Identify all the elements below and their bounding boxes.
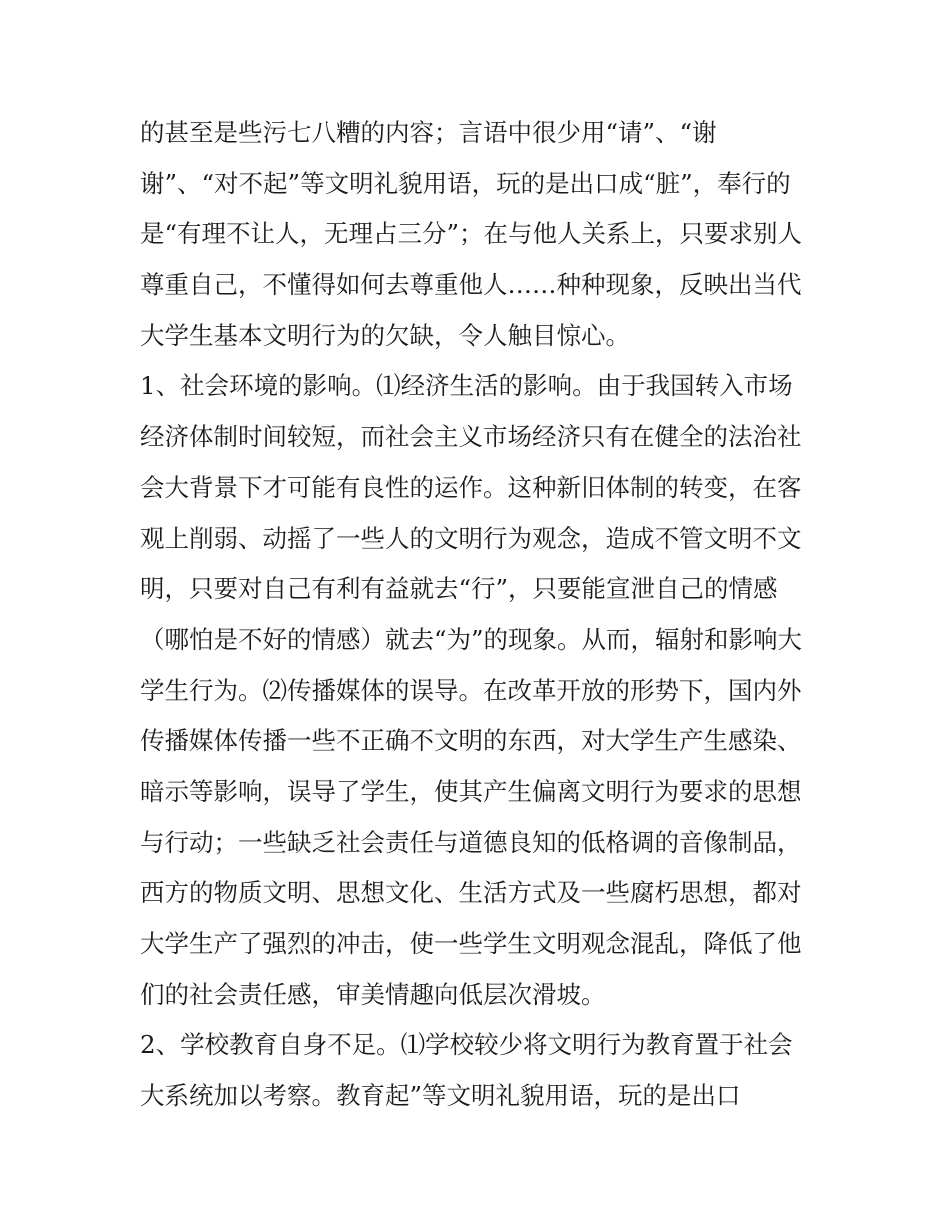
text-line: 西方的物质文明、思想文化、生活方式及一些腐朽思想，都对 [140, 878, 802, 908]
text-line: 大学生基本文明行为的欠缺，令人触目惊心。 [140, 320, 630, 350]
text-line: 们的社会责任感，审美情趣向低层次滑坡。 [140, 979, 606, 1009]
text-line: 会大背景下才可能有良性的运作。这种新旧体制的转变，在客 [140, 472, 802, 502]
text-line: 经济体制时间较短，而社会主义市场经济只有在健全的法治社 [140, 422, 802, 452]
text-line: 谢”、“对不起”等文明礼貌用语，玩的是出口成“脏”，奉行的 [140, 168, 791, 198]
text-line: 大学生产了强烈的冲击，使一些学生文明观念混乱，降低了他 [140, 929, 802, 958]
text-line: 暗示等影响，误导了学生，使其产生偏离文明行为要求的思想 [140, 776, 802, 806]
text-line: 的甚至是些污七八糟的内容；言语中很少用“请”、“谢 [140, 118, 717, 147]
text-line: 1、社会环境的影响。⑴经济生活的影响。由于我国转入市场 [140, 371, 793, 401]
text-line: 明，只要对自己有利有益就去“行”，只要能宣泄自己的情感 [140, 574, 778, 604]
text-line: 是“有理不让人，无理占三分”；在与他人关系上，只要求别人 [140, 219, 803, 249]
text-line: 大系统加以考察。教育起”等文明礼貌用语，玩的是出口 [140, 1081, 741, 1111]
body-text [140, 108, 820, 1122]
text-line: 2、学校教育自身不足。⑴学校较少将文明行为教育置于社会 [140, 1030, 793, 1060]
text-line: 学生行为。⑵传播媒体的误导。在改革开放的形势下，国内外 [140, 675, 802, 705]
text-line: 观上削弱、动摇了一些人的文明行为观念，造成不管文明不文 [140, 523, 802, 553]
text-line: 传播媒体传播一些不正确不文明的东西，对大学生产生感染、 [140, 726, 802, 756]
text-line: 尊重自己，不懂得如何去尊重他人……种种现象，反映出当代 [140, 270, 802, 300]
text-line: （哪怕是不好的情感）就去“为”的现象。从而，辐射和影响大 [140, 624, 803, 654]
text-line: 与行动；一些缺乏社会责任与道德良知的低格调的音像制品， [140, 827, 802, 857]
